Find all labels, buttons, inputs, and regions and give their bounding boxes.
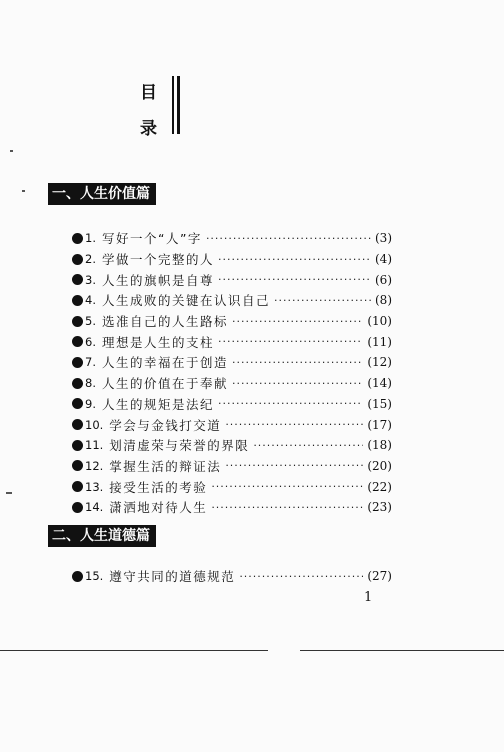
entry-title: 人生的旗帜是自尊: [101, 272, 214, 288]
entry-title: 人生的幸福在于创造: [101, 355, 228, 371]
title-divider-thick: [177, 76, 180, 134]
toc-entry[interactable]: [72, 352, 392, 373]
toc-entry[interactable]: [72, 476, 392, 497]
entry-number: 1.: [85, 231, 96, 246]
bottom-rule-right: [300, 650, 504, 651]
bullet-icon: [72, 419, 83, 430]
entry-page: (23): [367, 500, 392, 515]
entry-number: 10.: [85, 417, 104, 432]
entry-title: 潇洒地对待人生: [109, 500, 208, 516]
title-char-mu: 目: [140, 83, 157, 103]
title-char-lu: 录: [140, 119, 157, 139]
bullet-icon: [72, 254, 83, 265]
scan-speck: [10, 150, 13, 152]
toc-entry[interactable]: [72, 456, 392, 477]
entry-title: 学会与金钱打交道: [109, 417, 222, 433]
toc-entry[interactable]: [72, 228, 392, 249]
dot-leader: [225, 459, 363, 472]
bullet-icon: [72, 502, 83, 513]
dot-leader: [218, 273, 371, 286]
entry-number: 7.: [85, 355, 96, 370]
bullet-icon: [72, 440, 83, 451]
entry-title: 人生的规矩是法纪: [101, 396, 214, 412]
dot-leader: [232, 356, 363, 369]
entry-number: 4.: [85, 293, 96, 308]
bullet-icon: [72, 571, 83, 582]
entry-number: 14.: [85, 500, 104, 515]
entry-number: 12.: [85, 458, 104, 473]
entry-number: 15.: [85, 569, 104, 584]
dot-leader: [211, 501, 363, 514]
title-divider-thin: [172, 76, 174, 134]
entry-title: 理想是人生的支柱: [101, 334, 214, 350]
dot-leader: [253, 439, 363, 452]
entry-page: (14): [367, 376, 392, 391]
toc-entry[interactable]: [72, 435, 392, 456]
entry-page: (6): [375, 272, 392, 287]
entry-title: 人生的价值在于奉献: [101, 376, 228, 392]
entry-title: 掌握生活的辩证法: [109, 458, 222, 474]
section-heading-value: 一、人生价值篇: [48, 183, 156, 205]
entry-number: 2.: [85, 252, 96, 267]
entry-page: (8): [375, 293, 392, 308]
section-heading-morality: 二、人生道德篇: [48, 525, 156, 547]
page-number: 1: [364, 590, 373, 605]
entry-number: 5.: [85, 314, 96, 329]
toc-entry[interactable]: [72, 414, 392, 435]
entry-page: (12): [367, 355, 392, 370]
bullet-icon: [72, 274, 83, 285]
entry-title: 遵守共同的道德规范: [109, 569, 236, 585]
entry-number: 13.: [85, 479, 104, 494]
entry-number: 8.: [85, 376, 96, 391]
entry-page: (15): [367, 396, 392, 411]
bullet-icon: [72, 481, 83, 492]
toc-entry[interactable]: [72, 290, 392, 311]
dot-leader: [232, 315, 363, 328]
bullet-icon: [72, 336, 83, 347]
dot-leader: [232, 377, 363, 390]
entry-page: (10): [367, 314, 392, 329]
entry-page: (22): [367, 479, 392, 494]
bullet-icon: [72, 398, 83, 409]
toc-list-section-1: [72, 228, 392, 518]
entry-page: (17): [367, 417, 392, 432]
entry-title: 划清虚荣与荣誉的界限: [109, 438, 250, 454]
entry-number: 3.: [85, 272, 96, 287]
entry-page: (27): [367, 569, 392, 584]
entry-page: (4): [375, 252, 392, 267]
toc-entry[interactable]: [72, 394, 392, 415]
bullet-icon: [72, 460, 83, 471]
toc-entry[interactable]: [72, 331, 392, 352]
entry-page: (11): [367, 334, 392, 349]
entry-title: 选准自己的人生路标: [101, 314, 228, 330]
dot-leader: [218, 335, 363, 348]
toc-entry[interactable]: [72, 249, 392, 270]
entry-page: (20): [367, 458, 392, 473]
toc-entry[interactable]: [72, 311, 392, 332]
toc-entry[interactable]: [72, 373, 392, 394]
scan-speck: [6, 492, 12, 494]
toc-title: [140, 72, 200, 142]
entry-title: 人生成败的关键在认识自己: [101, 293, 270, 309]
bullet-icon: [72, 378, 83, 389]
entry-page: (3): [375, 231, 392, 246]
dot-leader: [206, 232, 371, 245]
dot-leader: [218, 253, 371, 266]
entry-title: 写好一个“人”字: [101, 231, 202, 247]
toc-entry[interactable]: [72, 497, 392, 518]
entry-title: 学做一个完整的人: [101, 252, 214, 268]
bullet-icon: [72, 233, 83, 244]
entry-page: (18): [367, 438, 392, 453]
toc-entry[interactable]: [72, 566, 392, 587]
bottom-rule-left: [0, 650, 268, 651]
bullet-icon: [72, 357, 83, 368]
dot-leader: [239, 570, 363, 583]
toc-list-section-2: [72, 566, 392, 587]
scan-speck: [22, 190, 25, 192]
bullet-icon: [72, 316, 83, 327]
entry-title: 接受生活的考验: [109, 479, 208, 495]
bullet-icon: [72, 295, 83, 306]
toc-entry[interactable]: [72, 269, 392, 290]
dot-leader: [225, 418, 363, 431]
dot-leader: [211, 480, 363, 493]
entry-number: 9.: [85, 396, 96, 411]
dot-leader: [274, 294, 371, 307]
entry-number: 6.: [85, 334, 96, 349]
entry-number: 11.: [85, 438, 104, 453]
dot-leader: [218, 397, 363, 410]
